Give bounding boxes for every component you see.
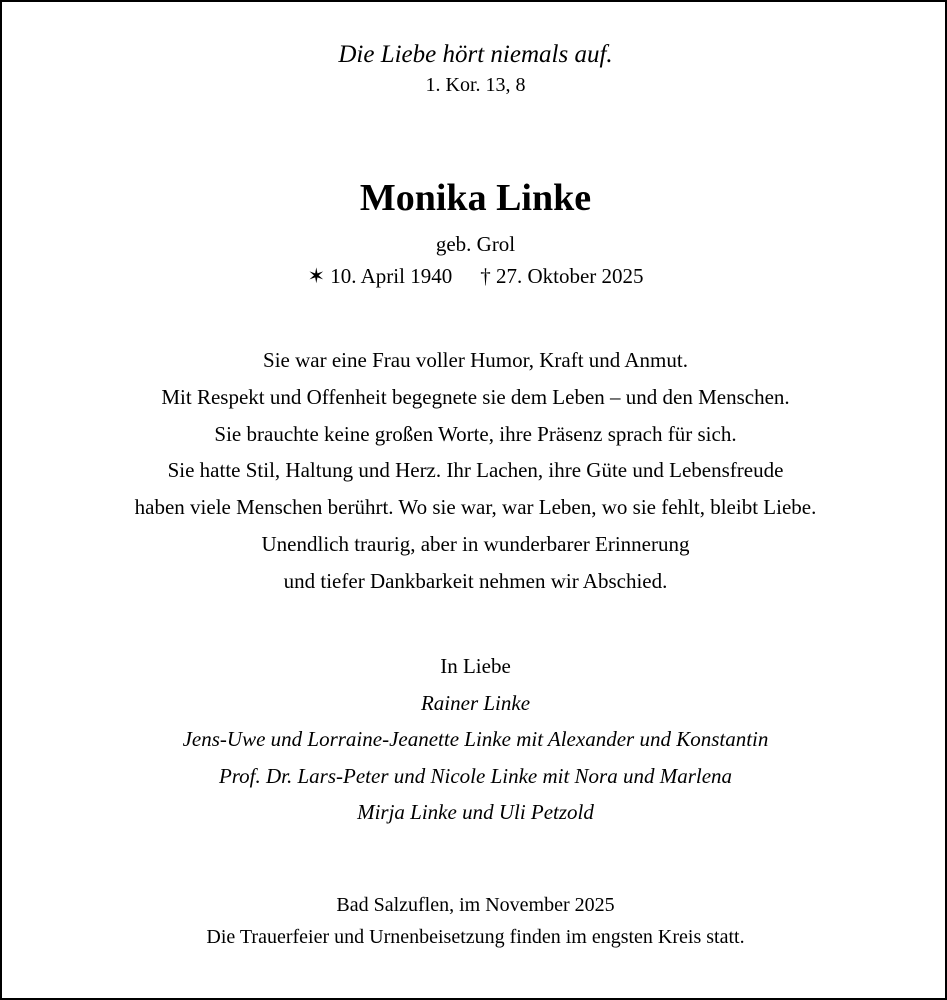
mourners-block — [2, 648, 947, 831]
mourner-name: Prof. Dr. Lars-Peter und Nicole Linke mit Nora und Marlena — [218, 763, 733, 788]
tribute-line: haben viele Menschen berührt. Wo sie war, war Leben, wo sie fehlt, bleibt Liebe. — [134, 495, 817, 520]
mourner-names — [2, 685, 947, 831]
ceremony-note: Die Trauerfeier und Urnenbeisetzung finden im engsten Kreis statt. — [206, 926, 745, 948]
place-date: Bad Salzuflen, im November 2025 — [336, 894, 615, 916]
death-date: 27. Oktober 2025 — [495, 264, 644, 288]
bible-reference: 1. Kor. 13, 8 — [425, 74, 526, 96]
mourner-name: Mirja Linke und Uli Petzold — [357, 800, 594, 824]
life-dates — [2, 262, 947, 290]
tribute-line: Mit Respekt und Offenheit begegnete sie dem Leben – und den Menschen. — [161, 384, 790, 409]
deceased-name: Monika Linke — [359, 177, 592, 219]
mourner-name: Jens-Uwe und Lorraine-Jeanette Linke mit Alexander und Konstantin — [182, 727, 769, 751]
tribute-line: Sie war eine Frau voller Humor, Kraft und Anmut. — [263, 348, 688, 372]
motto-quote: Die Liebe hört niemals auf. — [338, 41, 613, 68]
tribute-line: Unendlich traurig, aber in wunderbarer Erinnerung — [261, 531, 690, 556]
mourner-name: Rainer Linke — [420, 690, 531, 715]
tribute-line: und tiefer Dankbarkeit nehmen wir Abschied. — [283, 568, 668, 593]
mourners-intro: In Liebe — [440, 654, 511, 678]
maiden-name: geb. Grol — [435, 232, 516, 256]
tribute-text — [2, 342, 947, 600]
birth-date: 10. April 1940 — [330, 264, 453, 288]
tribute-line: Sie hatte Stil, Haltung und Herz. Ihr Lachen, ihre Güte und Lebensfreude — [167, 458, 784, 483]
death-cross-icon: † — [480, 264, 491, 288]
birth-star-icon: ✶ — [307, 264, 326, 288]
tribute-line: Sie brauchte keine großen Worte, ihre Präsenz sprach für sich. — [214, 421, 737, 446]
